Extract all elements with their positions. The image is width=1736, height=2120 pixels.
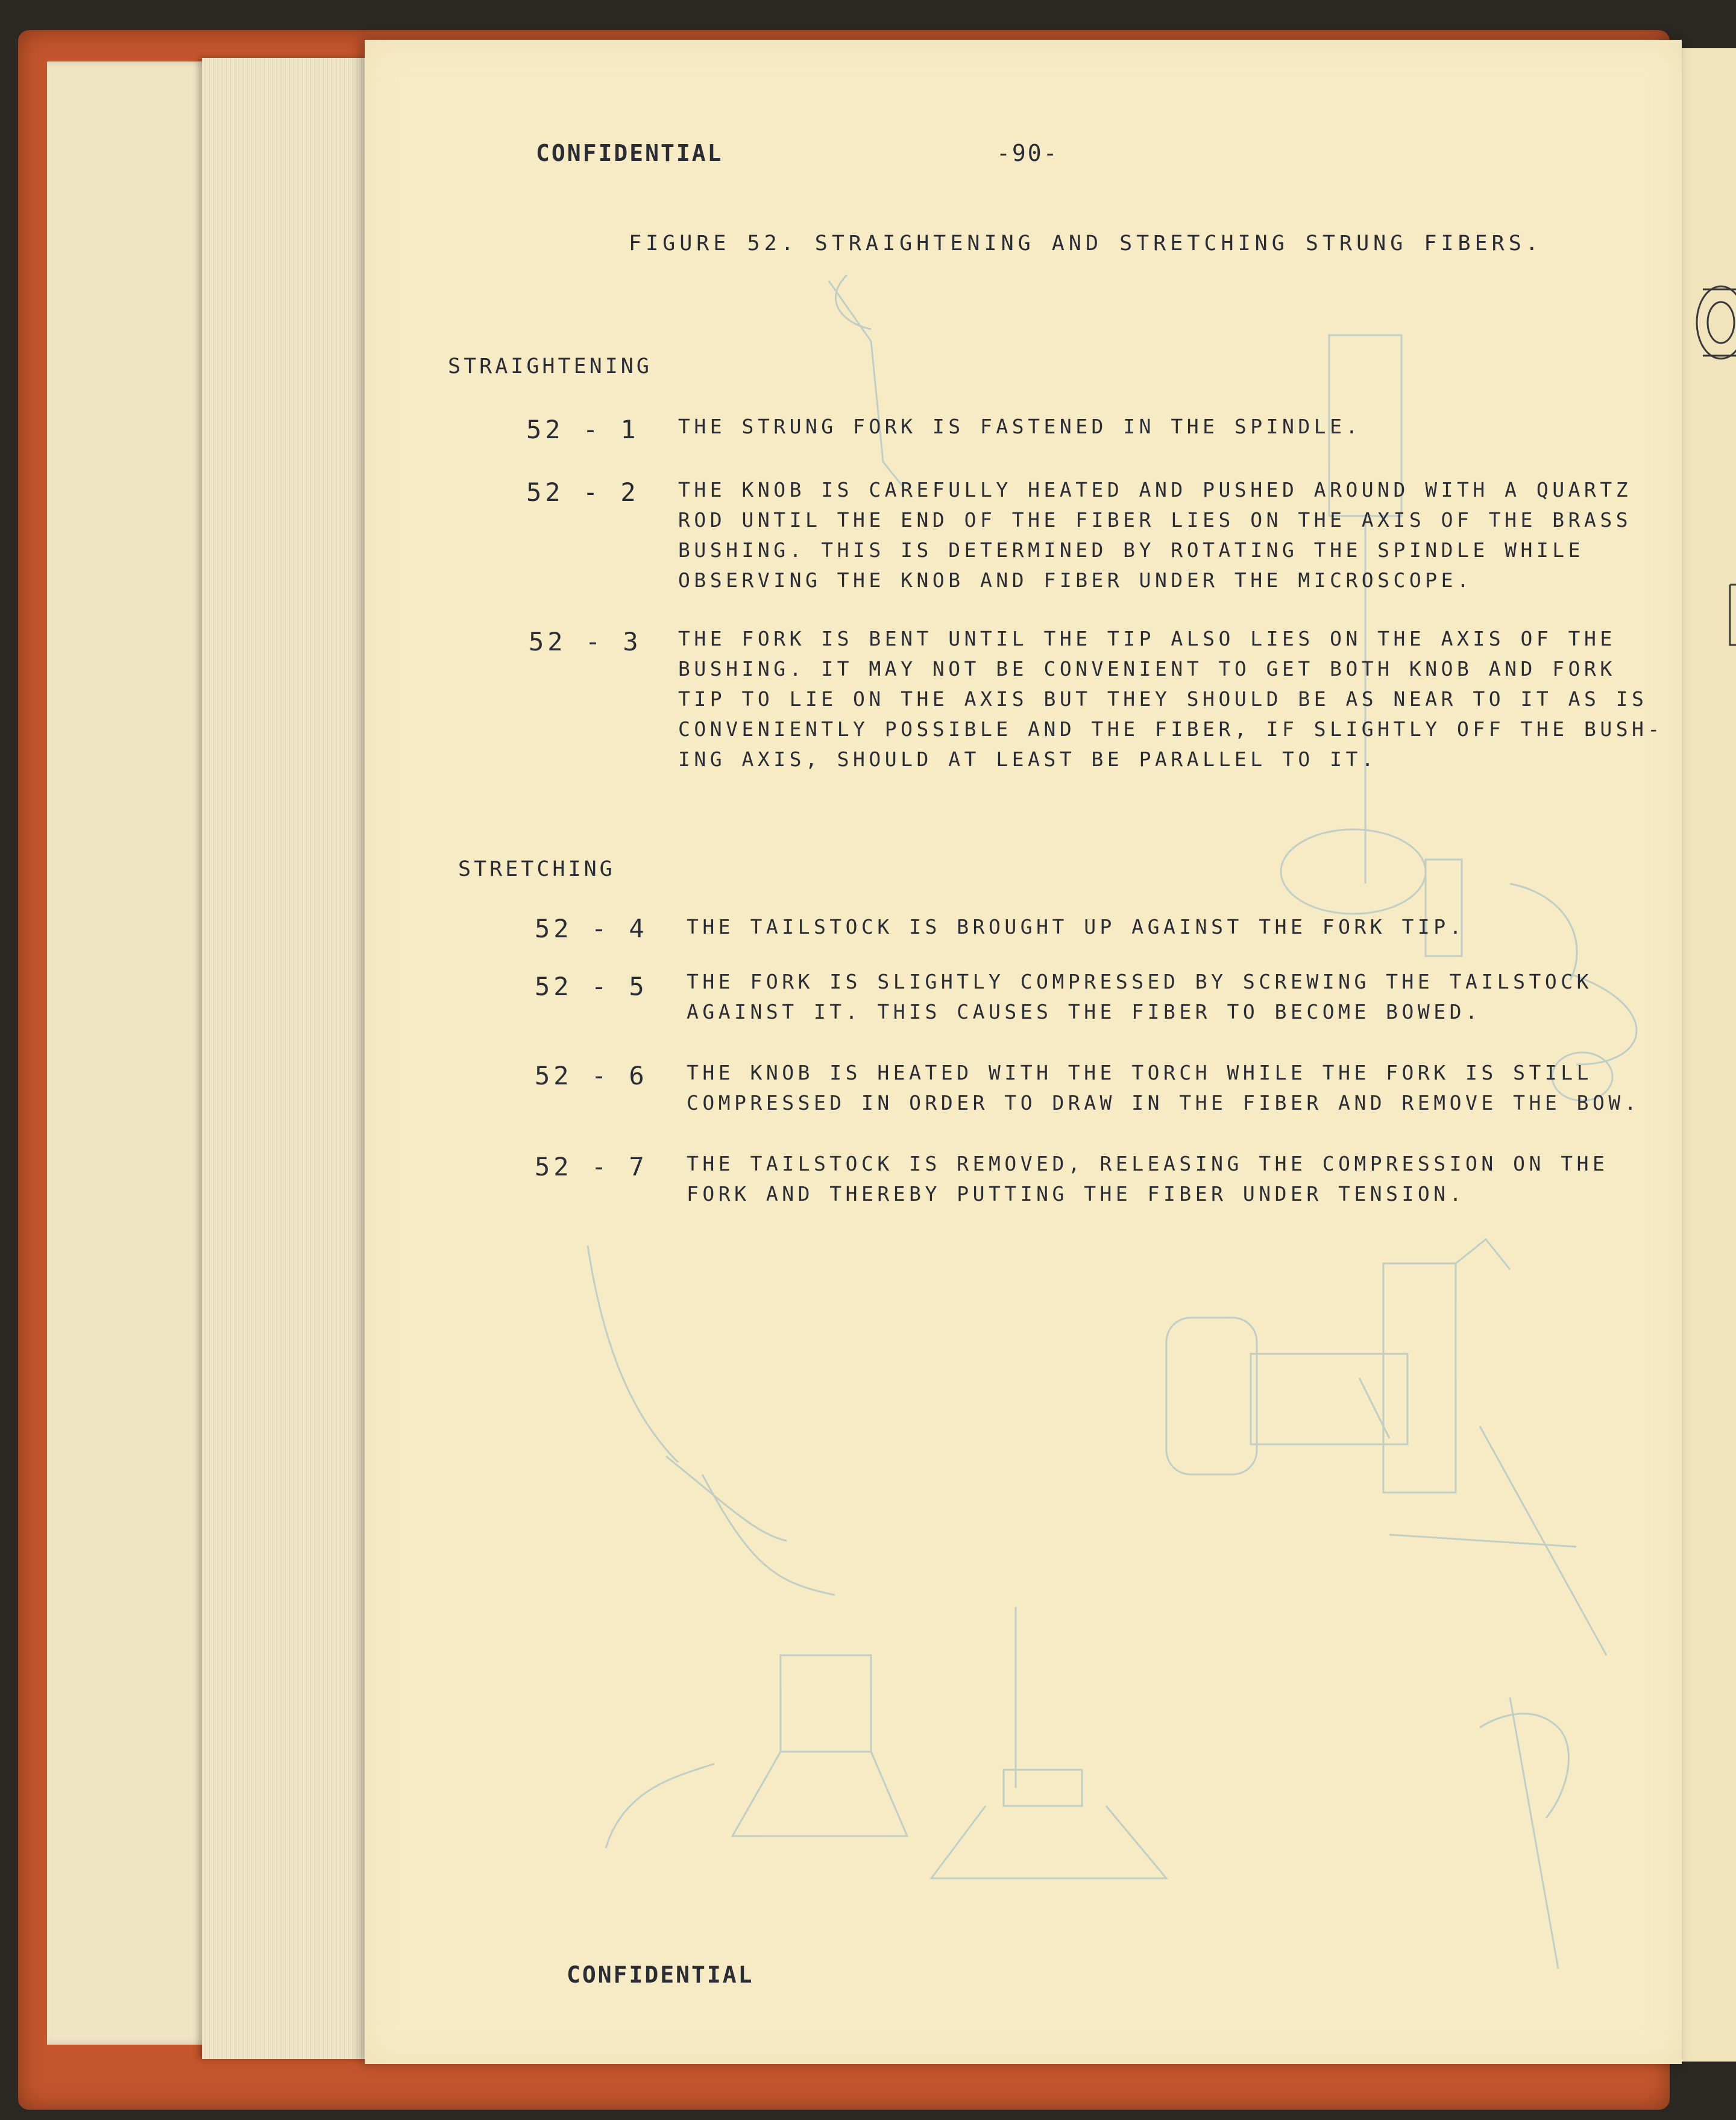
step-text-line: OBSERVING THE KNOB AND FIBER UNDER THE MICROSCOPE. [678, 568, 1473, 592]
footer-classification: CONFIDENTIAL [567, 1961, 754, 1988]
facing-page-edge [1679, 48, 1736, 2062]
step-text-line: THE KNOB IS CAREFULLY HEATED AND PUSHED AROUND WITH A QUARTZ [678, 478, 1632, 502]
step-number: 52 - 5 [535, 972, 648, 1001]
section-title-stretching: STRETCHING [458, 857, 615, 881]
page-block-edge [202, 58, 377, 2059]
page-number: -90- [996, 140, 1059, 166]
step-text-line: COMPRESSED IN ORDER TO DRAW IN THE FIBER AND REMOVE THE BOW. [687, 1091, 1641, 1115]
step-number: 52 - 3 [529, 627, 642, 656]
step-text-line: CONVENIENTLY POSSIBLE AND THE FIBER, IF SLIGHTLY OFF THE BUSH- [678, 717, 1664, 741]
step-text-line: FORK AND THEREBY PUTTING THE FIBER UNDER TENSION. [687, 1182, 1466, 1206]
step-number: 52 - 7 [535, 1152, 648, 1181]
header-classification: CONFIDENTIAL [536, 140, 723, 166]
facing-page-drawing [1679, 48, 1736, 2062]
step-number: 52 - 1 [526, 415, 640, 444]
step-text-line: THE KNOB IS HEATED WITH THE TORCH WHILE THE FORK IS STILL [687, 1061, 1593, 1084]
step-text-line: THE STRUNG FORK IS FASTENED IN THE SPINDLE. [678, 415, 1362, 438]
step-text-line: BUSHING. THIS IS DETERMINED BY ROTATING THE SPINDLE WHILE [678, 538, 1584, 562]
endpaper [47, 61, 228, 2045]
show-through-drawing [365, 40, 1682, 2064]
step-text-line: ROD UNTIL THE END OF THE FIBER LIES ON THE AXIS OF THE BRASS [678, 508, 1632, 532]
step-number: 52 - 4 [535, 914, 648, 943]
step-text-line: BUSHING. IT MAY NOT BE CONVENIENT TO GET BOTH KNOB AND FORK [678, 657, 1616, 681]
step-text-line: THE TAILSTOCK IS REMOVED, RELEASING THE COMPRESSION ON THE [687, 1152, 1609, 1175]
step-text-line: AGAINST IT. THIS CAUSES THE FIBER TO BECOME BOWED. [687, 1000, 1482, 1024]
step-number: 52 - 2 [526, 477, 640, 507]
section-title-straightening: STRAIGHTENING [448, 354, 652, 379]
figure-caption: FIGURE 52. STRAIGHTENING AND STRETCHING STRUNG FIBERS. [629, 231, 1543, 256]
step-text-line: ING AXIS, SHOULD AT LEAST BE PARALLEL TO IT. [678, 747, 1378, 771]
step-text-line: THE FORK IS BENT UNTIL THE TIP ALSO LIES ON THE AXIS OF THE [678, 627, 1616, 650]
document-page [365, 40, 1682, 2064]
step-text-line: TIP TO LIE ON THE AXIS BUT THEY SHOULD BE AS NEAR TO IT AS IS [678, 687, 1648, 711]
step-text-line: THE TAILSTOCK IS BROUGHT UP AGAINST THE FORK TIP. [687, 915, 1466, 939]
step-number: 52 - 6 [535, 1061, 648, 1090]
step-text-line: THE FORK IS SLIGHTLY COMPRESSED BY SCREWING THE TAILSTOCK [687, 970, 1593, 993]
